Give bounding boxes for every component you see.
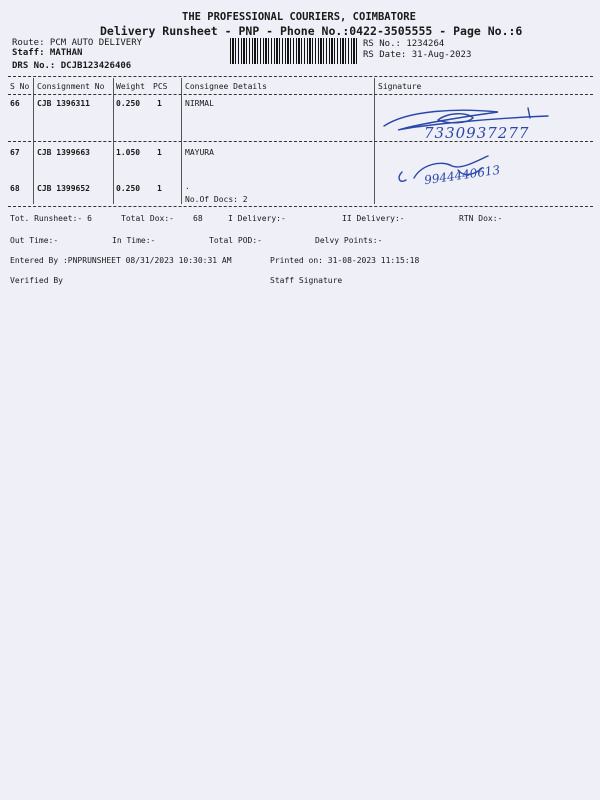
column-line — [33, 78, 34, 204]
row-consignment: CJB 1396311 — [37, 99, 90, 108]
col-header-weight: Weight — [116, 82, 145, 91]
delvy-points: Delvy Points:- — [315, 236, 383, 245]
row-consignee: NIRMAL — [185, 99, 214, 108]
runsheet-subtitle: Delivery Runsheet - PNP - Phone No.:0422-3505555 - Page No.:6 — [100, 24, 523, 38]
out-time: Out Time:- — [10, 236, 59, 245]
row-sno: 68 — [10, 184, 20, 193]
col-header-signature: Signature — [378, 82, 422, 91]
row-sno: 67 — [10, 148, 20, 157]
total-dox-label: Total Dox:- — [121, 214, 174, 223]
total-dox-value: 68 — [193, 214, 203, 223]
total-pod: Total POD:- — [209, 236, 262, 245]
signature-2-number: 9944440613 — [423, 162, 501, 188]
staff-label: Staff: MATHAN — [12, 48, 83, 58]
column-line — [113, 78, 114, 204]
col-header-pcs: PCS — [153, 82, 168, 91]
row-weight: 0.250 — [116, 184, 141, 193]
tot-runsheet: Tot. Runsheet:- 6 — [10, 214, 92, 223]
row-pcs: 1 — [157, 99, 162, 108]
company-title: THE PROFESSIONAL COURIERS, COIMBATORE — [182, 11, 416, 23]
rtn-dox: RTN Dox:- — [459, 214, 503, 223]
verified-by: Verified By — [10, 276, 63, 285]
row-pcs: 1 — [157, 148, 162, 157]
table-top-divider — [8, 76, 593, 77]
row-consignment: CJB 1399663 — [37, 148, 90, 157]
route-label: Route: PCM AUTO DELIVERY — [12, 38, 143, 48]
rs-number: RS No.: 1234264 — [363, 39, 445, 49]
table-header-divider — [8, 94, 593, 95]
col-header-consignee: Consignee Details — [185, 82, 267, 91]
no-of-docs: No.Of Docs: 2 — [185, 195, 248, 204]
column-line — [374, 78, 375, 204]
row-pcs: 1 — [157, 184, 162, 193]
row-sno: 66 — [10, 99, 20, 108]
col-header-sno: S No — [10, 82, 30, 91]
row-consignee: . — [185, 182, 190, 191]
rs-date: RS Date: 31-Aug-2023 — [363, 50, 472, 60]
staff-signature: Staff Signature — [270, 276, 343, 285]
col-header-consignment: Consignment No — [37, 82, 105, 91]
entered-by: Entered By :PNPRUNSHEET 08/31/2023 10:30:31 AM — [10, 256, 232, 265]
printed-on: Printed on: 31-08-2023 11:15:18 — [270, 256, 420, 265]
signature-1-number: 7330937277 — [424, 124, 530, 142]
i-delivery: I Delivery:- — [228, 214, 286, 223]
ii-delivery: II Delivery:- — [342, 214, 405, 223]
barcode-image — [230, 38, 358, 64]
table-bottom-divider — [8, 206, 593, 207]
row-weight: 1.050 — [116, 148, 141, 157]
in-time: In Time:- — [112, 236, 156, 245]
row-weight: 0.250 — [116, 99, 141, 108]
drs-number: DRS No.: DCJB123426406 — [12, 61, 132, 71]
column-line — [181, 78, 182, 204]
row-consignment: CJB 1399652 — [37, 184, 90, 193]
row-consignee: MAYURA — [185, 148, 214, 157]
